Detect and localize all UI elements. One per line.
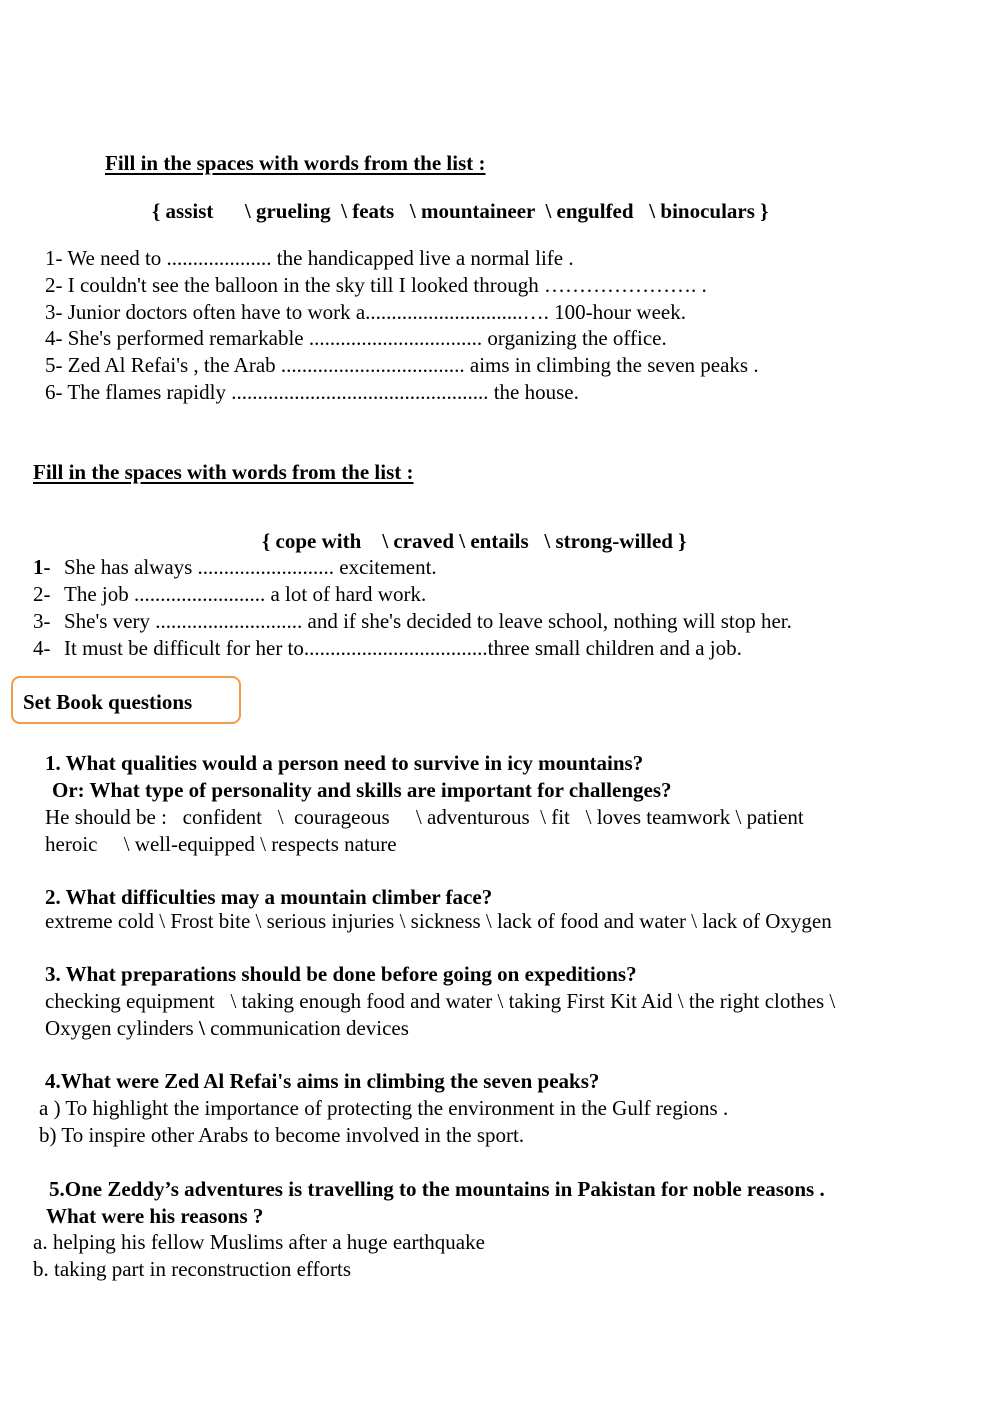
q4-answer-b: b) To inspire other Arabs to become involved in the sport. bbox=[39, 1123, 525, 1147]
q3-answer-separator: \ bbox=[198, 1016, 205, 1040]
q5-answer-b: b. taking part in reconstruction efforts bbox=[33, 1257, 352, 1281]
section1-line-1: 1- We need to .................... the handicapped live a normal life . bbox=[45, 246, 574, 270]
q4-answer-a: a ) To highlight the importance of protecting the environment in the Gulf regions . bbox=[39, 1096, 729, 1120]
section2-line-2-number: 2- bbox=[33, 582, 51, 606]
q1-answer-line-2: heroic \ well-equipped \ respects nature bbox=[45, 832, 397, 856]
section1-line-3: 3- Junior doctors often have to work a..............................…. 100-hour week. bbox=[45, 300, 686, 324]
q5-question-line-1: 5.One Zeddy’s adventures is travelling to the mountains in Pakistan for noble reasons . bbox=[49, 1177, 825, 1201]
q5-question-line-2: What were his reasons ? bbox=[46, 1204, 264, 1228]
section2-line-2-text: The job ......................... a lot of hard work. bbox=[64, 582, 427, 606]
section1-line-6: 6- The flames rapidly ................................................. the house. bbox=[45, 380, 579, 404]
section1-line-5: 5- Zed Al Refai's , the Arab ................................... aims in climbing the seven peaks . bbox=[45, 353, 759, 377]
q1-answer-line-1: He should be : confident \ courageous \ adventurous \ fit \ loves teamwork \ patient bbox=[45, 805, 804, 829]
section2-word-list: { cope with \ craved \ entails \ strong-willed } bbox=[262, 529, 687, 553]
section2-heading: Fill in the spaces with words from the list : bbox=[33, 460, 414, 484]
section2-line-1-number: 1- bbox=[33, 555, 51, 579]
q5-answer-a: a. helping his fellow Muslims after a huge earthquake bbox=[33, 1230, 485, 1254]
section2-line-3-text: She's very ............................ and if she's decided to leave school, nothing will stop her. bbox=[64, 609, 792, 633]
q1-alt-question: Or: What type of personality and skills are important for challenges? bbox=[52, 778, 672, 802]
q3-question: 3. What preparations should be done before going on expeditions? bbox=[45, 962, 637, 986]
q3-answer-line-1: checking equipment \ taking enough food and water \ taking First Kit Aid \ the right clothes \ bbox=[45, 989, 836, 1013]
q3-answer-line-2-start: Oxygen cylinders bbox=[45, 1016, 199, 1040]
q3-answer-line-2-end: communication devices bbox=[204, 1016, 409, 1040]
q4-question: 4.What were Zed Al Refai's aims in climbing the seven peaks? bbox=[45, 1069, 600, 1093]
section1-line-2: 2- I couldn't see the balloon in the sky till I looked through …………………. . bbox=[45, 273, 707, 297]
q2-answer: extreme cold \ Frost bite \ serious injuries \ sickness \ lack of food and water \ lack of Oxygen bbox=[45, 909, 832, 933]
q3-answer-line-2 bbox=[45, 1018, 409, 1039]
set-book-title: Set Book questions bbox=[23, 690, 193, 714]
section2-line-4-number: 4- bbox=[33, 636, 51, 660]
section1-heading: Fill in the spaces with words from the list : bbox=[105, 151, 486, 175]
set-book-title-box bbox=[11, 676, 241, 724]
section1-line-4: 4- She's performed remarkable ................................. organizing the office. bbox=[45, 326, 667, 350]
section2-line-1-text: She has always .......................... excitement. bbox=[64, 555, 437, 579]
q1-question: 1. What qualities would a person need to survive in icy mountains? bbox=[45, 751, 644, 775]
q2-question: 2. What difficulties may a mountain climber face? bbox=[45, 885, 493, 909]
section2-line-3-number: 3- bbox=[33, 609, 51, 633]
section2-line-4-text: It must be difficult for her to...................................three small children and a job. bbox=[64, 636, 742, 660]
section1-word-list: { assist \ grueling \ feats \ mountaineer \ engulfed \ binoculars } bbox=[152, 199, 769, 223]
